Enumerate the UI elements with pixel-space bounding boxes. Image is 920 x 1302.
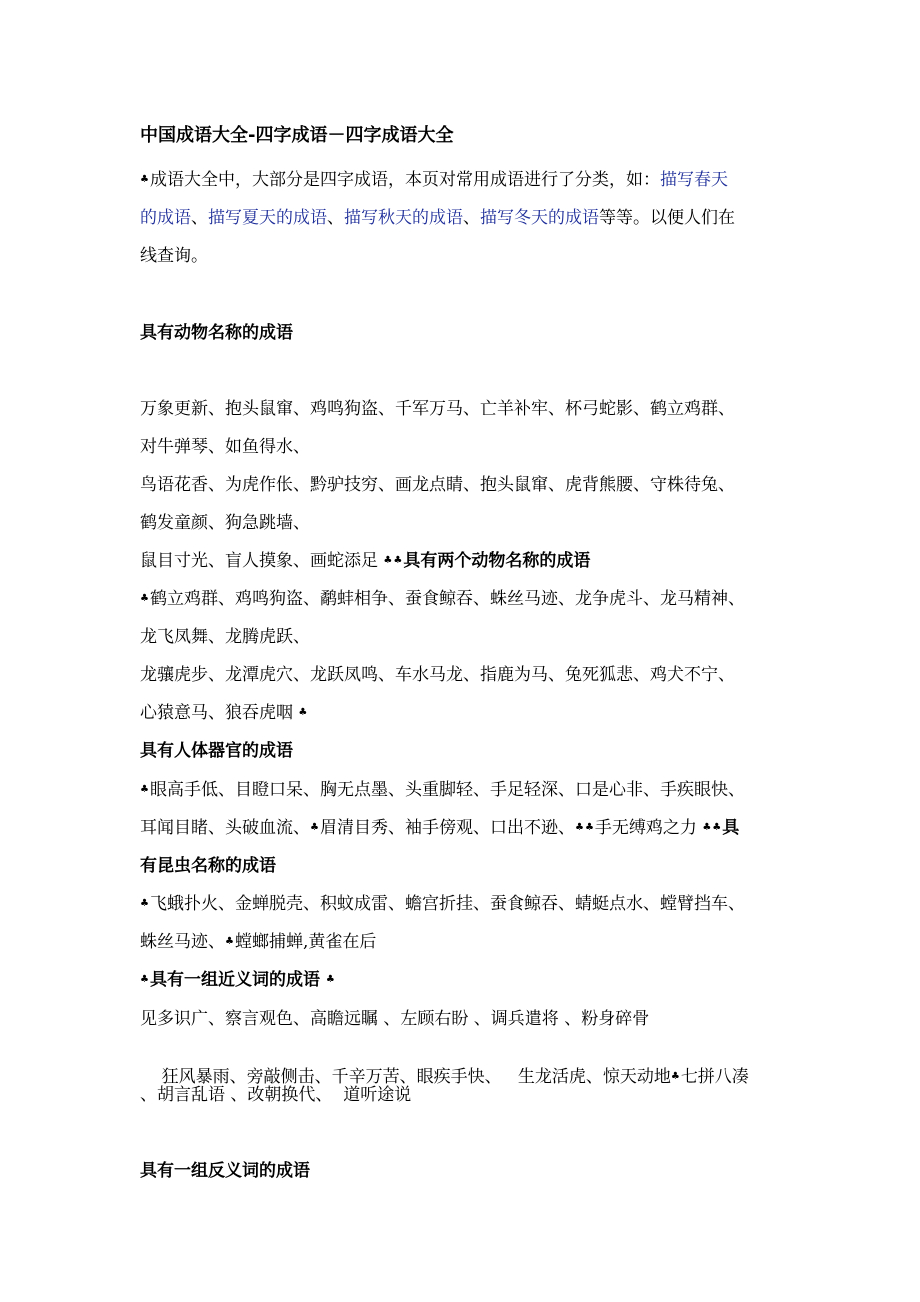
heading-body: 具有人体器官的成语 <box>140 741 293 761</box>
separator: 、 <box>327 208 344 228</box>
intro-line-2 <box>140 208 735 228</box>
insect-text: 飞蛾扑火、金蝉脱壳、积蚊成雷、蟾宫折挂、蚕食鲸吞、蜻蜓点水、螳臂挡车、 <box>149 894 745 914</box>
club-marker-icon: ♣ <box>325 974 335 985</box>
heading-animal: 具有动物名称的成语 <box>140 323 293 343</box>
two-animals-text: 心猿意马、狼吞虎咽 <box>140 703 299 723</box>
two-animals-line-2: 龙飞凤舞、龙腾虎跃、 <box>140 627 310 647</box>
insect-text: 螳螂捕蝉,黄雀在后 <box>234 932 377 952</box>
link-spring-idioms[interactable]: 描写春天 <box>659 170 728 190</box>
intro-line-1 <box>140 170 728 190</box>
animal-line-2: 对牛弹琴、如鱼得水、 <box>140 437 310 457</box>
club-marker-icon: ♣ <box>574 822 584 833</box>
separator: 、 <box>191 208 208 228</box>
animal-text: 鼠目寸光、盲人摸象、画蛇添足 <box>140 551 384 571</box>
two-animals-line-3: 龙骧虎步、龙潭虎穴、龙跃凤鸣、车水马龙、指鹿为马、兔死狐悲、鸡犬不宁、 <box>140 665 735 685</box>
club-marker-icon: ♣ <box>310 822 319 833</box>
body-text: 耳闻目睹、头破血流、 <box>140 818 310 838</box>
intro-text: 成语大全中，大部分是四字成语，本页对常用成语进行了分类，如： <box>149 170 660 190</box>
link-winter-idioms[interactable]: 描写冬天的成语 <box>480 208 599 228</box>
club-marker-icon: ♣ <box>670 1071 680 1082</box>
body-line-1 <box>140 780 745 800</box>
heading-antonym: 具有一组反义词的成语 <box>140 1161 310 1181</box>
link-autumn-idioms[interactable]: 描写秋天的成语 <box>344 208 463 228</box>
club-marker-icon: ♣ <box>712 822 722 833</box>
synonym-heading-text: 具有一组近义词的成语 <box>149 970 326 990</box>
link-summer-idioms[interactable]: 描写夏天的成语 <box>208 208 327 228</box>
page-title: 中国成语大全-四字成语－四字成语大全 <box>140 125 454 146</box>
club-marker-icon: ♣ <box>140 174 149 185</box>
heading-insect: 有昆虫名称的成语 <box>140 856 276 876</box>
synonym-line-3: 、胡言乱语 、改朝换代、 道听途说 <box>140 1085 412 1105</box>
heading-insect-start: 具 <box>722 818 740 838</box>
club-marker-icon: ♣ <box>140 593 149 604</box>
heading-synonym <box>140 970 336 990</box>
synonym-text: 七拼八凑 <box>680 1067 749 1087</box>
separator: 、 <box>463 208 480 228</box>
body-text: 手无缚鸡之力 <box>594 818 703 838</box>
intro-line-3: 线查询。 <box>140 246 208 266</box>
two-animals-line-1 <box>140 589 745 609</box>
insect-text: 蛛丝马迹、 <box>140 932 225 952</box>
synonym-line-1: 见多识广、察言观色、高瞻远瞩 、左顾右盼 、调兵遣将 、粉身碎骨 <box>140 1009 650 1029</box>
intro-text-cont: 等等。以便人们在 <box>599 208 735 228</box>
animal-line-4: 鹤发童颜、狗急跳墙、 <box>140 513 310 533</box>
insect-line-1 <box>140 894 745 914</box>
animal-line-1: 万象更新、抱头鼠窜、鸡鸣狗盗、千军万马、亡羊补牢、杯弓蛇影、鹤立鸡群、 <box>140 399 735 419</box>
club-marker-icon: ♣ <box>393 555 403 566</box>
two-animals-line-4 <box>140 703 308 723</box>
club-marker-icon: ♣ <box>140 784 149 795</box>
club-marker-icon: ♣ <box>584 822 594 833</box>
animal-line-3: 鸟语花香、为虎作伥、黔驴技穷、画龙点睛、抱头鼠窜、虎背熊腰、守株待兔、 <box>140 475 735 495</box>
insect-line-2 <box>140 932 376 952</box>
two-animals-text: 鹤立鸡群、鸡鸣狗盗、鹬蚌相争、蚕食鲸吞、蛛丝马迹、龙争虎斗、龙马精神、 <box>149 589 745 609</box>
club-marker-icon: ♣ <box>140 974 149 985</box>
club-marker-icon: ♣ <box>383 555 393 566</box>
heading-two-animals: 具有两个动物名称的成语 <box>403 551 591 571</box>
animal-line-5 <box>140 551 590 571</box>
synonym-text: 狂风暴雨、旁敲侧击、千辛万苦、眼疾手快、 生龙活虎、惊天动地 <box>161 1067 671 1087</box>
club-marker-icon: ♣ <box>225 936 234 947</box>
link-spring-idioms-cont[interactable]: 的成语 <box>140 208 191 228</box>
club-marker-icon: ♣ <box>702 822 712 833</box>
body-line-2 <box>140 818 739 838</box>
club-marker-icon: ♣ <box>140 898 149 909</box>
body-text: 眉清目秀、袖手傍观、口出不逊、 <box>319 818 575 838</box>
body-text: 眼高手低、目瞪口呆、胸无点墨、头重脚轻、手足轻深、口是心非、手疾眼快、 <box>149 780 745 800</box>
club-marker-icon: ♣ <box>298 707 308 718</box>
